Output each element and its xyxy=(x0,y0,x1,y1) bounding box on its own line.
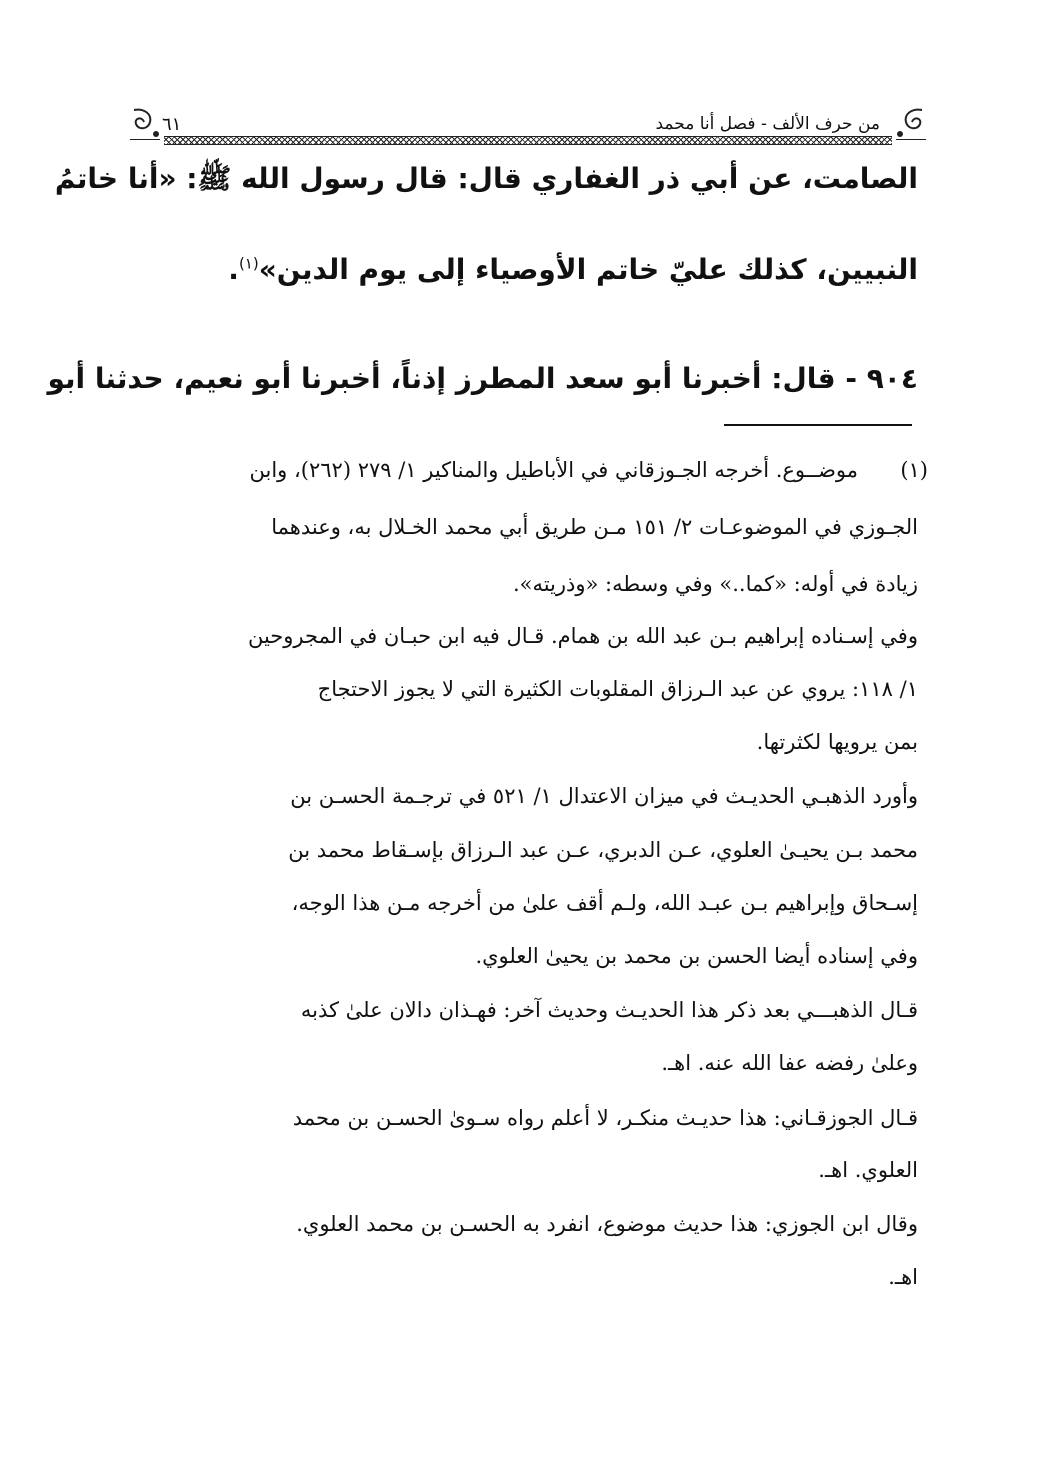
page-number: ٦١ xyxy=(162,114,182,135)
footnote-line-1 xyxy=(128,458,928,482)
footnote-line-5: ١/ ١١٨: يروي عن عبد الـرزاق المقلوبات الكثيرة التي لا يجوز الاحتجاج xyxy=(317,677,918,701)
footnote-line-4: وفي إسـناده إبراهيم بـن عبد الله بن همام. قـال فيه ابن حبـان في المجروحين xyxy=(247,624,918,648)
main-text-line-2 xyxy=(128,253,918,286)
running-header xyxy=(128,100,928,144)
footnote-line-11: قـال الذهبـــي بعد ذكر هذا الحديـث وحديث آخر: فهـذان دالان علىٰ كذبه xyxy=(300,998,918,1022)
footnote-line-16: اهـ. xyxy=(888,1265,918,1289)
footnote-text: موضــوع. أخرجه الجـوزقاني في الأباطيل والمناكير ١/ ٢٧٩ (٢٦٢)، وابن xyxy=(249,458,858,482)
footnote-reference: (١) xyxy=(238,254,259,273)
footnote-line-13: قـال الجوزقـاني: هذا حديـث منكـر، لا أعلم رواه سـوىٰ الحسـن بن محمد xyxy=(292,1106,918,1130)
footnote-marker: (١) xyxy=(900,458,928,482)
main-text-line-2-end: . xyxy=(228,253,239,286)
ornament-right-icon xyxy=(892,106,928,140)
header-title: من حرف الألف - فصل أنا محمد xyxy=(655,114,880,134)
footnote-line-3: زيادة في أوله: «كما..» وفي وسطه: «وذريته». xyxy=(512,572,918,596)
footnote-line-12: وعلىٰ رفضه عفا الله عنه. اهـ. xyxy=(661,1051,918,1075)
main-text-line-2-body: النبيين، كذلك عليّ خاتم الأوصياء إلى يوم الدين» xyxy=(258,253,918,286)
footnote-line-6: بمن يرويها لكثرتها. xyxy=(756,730,918,754)
ornament-left-icon xyxy=(128,106,164,140)
footnote-line-2: الجـوزي في الموضوعـات ٢/ ١٥١ مـن طريق أبي محمد الخـلال به، وعندهما xyxy=(271,515,918,539)
footnote-line-15: وقال ابن الجوزي: هذا حديث موضوع، انفرد به الحسـن بن محمد العلوي. xyxy=(296,1212,918,1236)
footnote-line-9: إسـحاق وإبراهيم بـن عبـد الله، ولـم أقف علىٰ من أخرجه مـن هذا الوجه، xyxy=(291,891,918,915)
footnote-line-7: وأورد الذهبـي الحديـث في ميزان الاعتدال ١/ ٥٢١ في ترجـمة الحسـن بن xyxy=(290,784,918,808)
footnote-line-8: محمد بـن يحيـىٰ العلوي، عـن الدبري، عـن عبد الـرزاق بإسـقاط محمد بن xyxy=(288,838,918,862)
main-text-line-1: الصامت، عن أبي ذر الغفاري قال: قال رسول الله ﷺ: «أنا خاتمُ xyxy=(54,162,918,195)
footnote-separator xyxy=(724,424,912,426)
hadith-904-line: ٩٠٤ - قال: أخبرنا أبو سعد المطرز إذناً، أخبرنا أبو نعيم، حدثنا أبو xyxy=(47,362,918,395)
header-rule xyxy=(164,136,892,145)
footnote-line-14: العلوي. اهـ. xyxy=(818,1158,918,1182)
footnote-line-10: وفي إسناده أيضا الحسن بن محمد بن يحيىٰ العلوي. xyxy=(475,944,918,968)
